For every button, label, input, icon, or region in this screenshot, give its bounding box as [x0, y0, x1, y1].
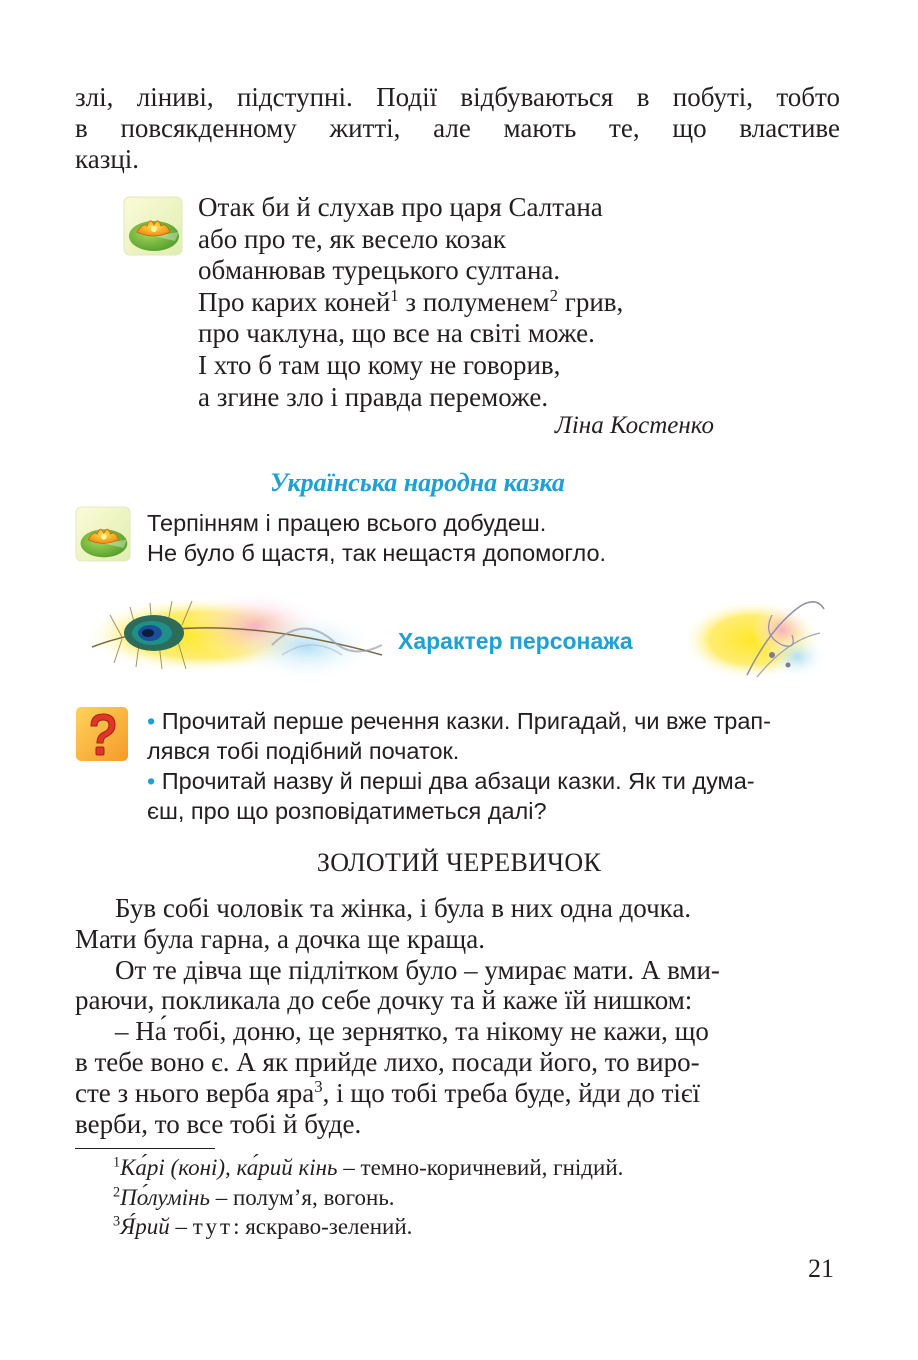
peacock-feather-icon	[84, 591, 382, 681]
bullet: •	[147, 708, 156, 734]
story-line: – На́ тобі, доню, це зернятко, та нікому не кажи, що	[115, 1016, 709, 1047]
footnote-number: 1	[113, 1154, 121, 1171]
story-line: От те дівча ще підлітком було – умирає мати. А вми-	[115, 954, 720, 985]
poem-line: а згине зло і правда переможе.	[198, 381, 549, 412]
poem	[198, 192, 758, 413]
footnote-divider	[75, 1148, 215, 1149]
footnote-term: По́лумінь	[120, 1184, 210, 1210]
footnote-definition: тут	[192, 1214, 234, 1239]
footnote	[113, 1183, 623, 1213]
footnote-ref: 1	[390, 285, 399, 305]
poem-line: І хто б там що кому не говорив,	[198, 349, 561, 380]
water-lily-icon	[75, 506, 131, 562]
intro-paragraph	[75, 82, 840, 175]
footnote-ref: 3	[314, 1076, 323, 1096]
footnote-term: Ка́рі (коні), ка́рий кінь	[120, 1155, 338, 1180]
footnote-definition: : яскраво-зелений.	[233, 1214, 413, 1239]
bullet: •	[147, 768, 156, 794]
intro-line: злі, ліниві, підступні. Події відбуваються в побуті, тобто	[75, 82, 840, 112]
proverbs	[147, 508, 606, 568]
story-line: в тебе воно є. А як прийде лихо, посади його, то виро-	[75, 1046, 700, 1077]
footnote-number: 2	[113, 1183, 121, 1200]
poem-line: Отак би й слухав про царя Салтана	[198, 192, 603, 222]
question-text: єш, про що розповідатиметься далі?	[147, 798, 547, 824]
poem-line: або про те, як весело козак	[198, 223, 507, 254]
story-text	[75, 893, 840, 1139]
poem-author: Ліна Костенко	[554, 412, 714, 439]
story-line: раючи, покликала до себе дочку та й каже їй нишком:	[75, 985, 693, 1016]
story-text-part: , і що тобі треба буде, йди до тієї	[322, 1077, 700, 1108]
footnote-number: 3	[113, 1213, 121, 1230]
story-line: Був собі чоловік та жінка, і була в них одна дочка.	[115, 893, 692, 923]
question-text: Прочитай назву й перші два абзаци казки. Як ти дума-	[161, 768, 755, 794]
footnote-definition: – полум’я, вогонь.	[209, 1184, 395, 1210]
water-lily-icon	[123, 196, 183, 256]
footnotes	[113, 1153, 623, 1242]
footnote	[113, 1153, 623, 1183]
intro-line: в повсякденному житті, але мають те, що властиве	[75, 113, 840, 143]
footnote-definition: – темно-коричневий, гнідий.	[337, 1155, 624, 1180]
story-text-part: сте з нього верба яра	[75, 1077, 315, 1108]
banner-title: Характер персонажа	[398, 628, 633, 654]
proverb: Терпінням і працею всього добудеш.	[147, 510, 547, 536]
poem-text: Про карих коней	[198, 286, 391, 317]
footnote	[113, 1212, 623, 1242]
question-item	[147, 766, 840, 826]
footnote-definition: –	[169, 1214, 193, 1239]
poem-line	[198, 287, 758, 319]
question-text: Прочитай перше речення казки. Пригадай, чи вже трап-	[161, 708, 771, 734]
poem-text: з полуменем	[398, 286, 550, 317]
story-line: верби, то все тобі й буде.	[75, 1108, 362, 1139]
story-line: Мати була гарна, а дочка ще краща.	[75, 923, 485, 954]
footnote-ref: 2	[549, 285, 558, 305]
footnote-term: Я́рий	[120, 1214, 170, 1239]
question-mark-icon	[75, 706, 129, 762]
poem-line: про чаклуна, що все на світі може.	[198, 318, 595, 349]
question-item	[147, 706, 840, 766]
proverb: Не було б щастя, так нещастя допомогло.	[147, 540, 607, 566]
poem-line: обманював турецького султана.	[198, 255, 561, 286]
intro-line: казці.	[75, 144, 140, 174]
section-title: Українська народна казка	[270, 468, 565, 497]
poem-text: грив,	[558, 286, 624, 317]
story-title: ЗОЛОТИЙ ЧЕРЕВИЧОК	[316, 848, 602, 877]
questions-list	[147, 706, 840, 826]
music-swirl-icon	[682, 600, 827, 680]
page-number: 21	[808, 1254, 834, 1283]
question-text: лявся тобі подібний початок.	[147, 738, 460, 764]
story-line	[75, 1078, 840, 1109]
